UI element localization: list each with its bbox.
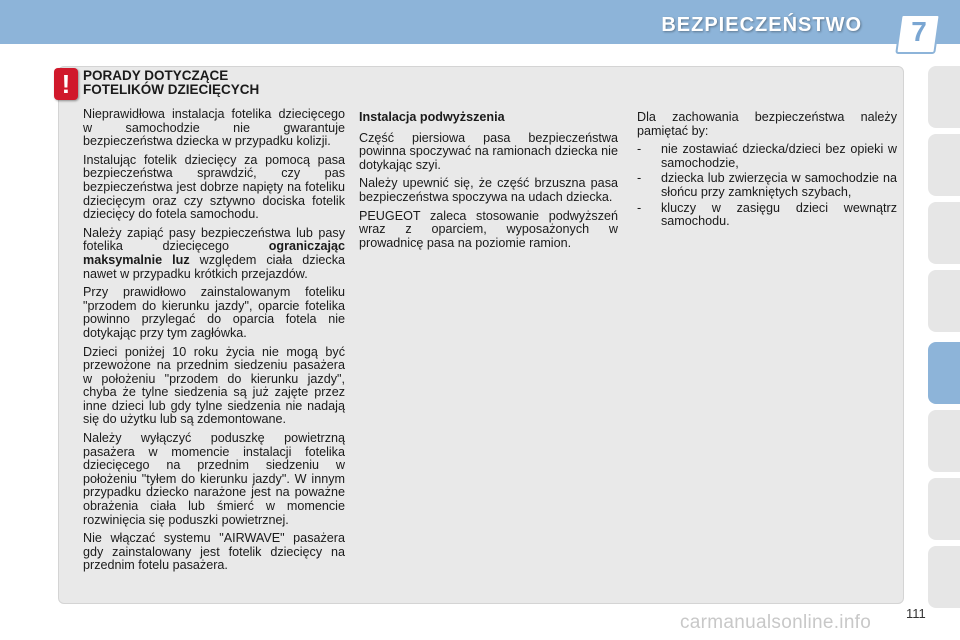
chapter-number: 7	[911, 16, 927, 47]
column-middle	[359, 111, 618, 255]
section-title	[83, 69, 363, 97]
paragraph: PEUGEOT zaleca stosowanie podwyższeń wraz z oparciem, wyposażonych w prowadnicę pasa na poziomie ramion.	[359, 208, 618, 250]
paragraph: Nieprawidłowa instalacja fotelika dziecięcego w samochodzie nie gwarantuje bezpieczeństwa dziecka w przypadku kolizji.	[83, 107, 345, 149]
bullet-dash: -	[637, 142, 642, 157]
chapter-title: BEZPIECZEŃSTWO	[661, 14, 862, 36]
emphasis-text: ograniczając maksymalnie luz	[83, 239, 345, 267]
side-tab-2[interactable]	[928, 134, 960, 196]
list-item	[637, 172, 897, 199]
list-item-text: kluczy w zasięgu dzieci wewnątrz samochodu.	[661, 200, 897, 229]
subheading: Instalacja podwyższenia	[359, 110, 505, 124]
side-tab-6[interactable]	[928, 410, 960, 472]
page-number: 111	[906, 606, 926, 621]
text-run: Należy zapiąć pasy bezpieczeństwa lub pasy fotelika dziecięcego	[83, 225, 345, 254]
paragraph: Przy prawidłowo zainstalowanym foteliku "przodem do kierunku jazdy", oparcie fotelika powinno przylegać do oparcia fotela nie dotykając przy tym zagłówka.	[83, 285, 345, 340]
column-right	[637, 111, 897, 231]
bullet-dash: -	[637, 200, 642, 215]
bullet-dash: -	[637, 171, 642, 186]
side-tab-3[interactable]	[928, 202, 960, 264]
section-title-line2: FOTELIKÓW DZIECIĘCYCH	[83, 82, 260, 97]
paragraph: Część piersiowa pasa bezpieczeństwa powinna spoczywać na ramionach dziecka nie dotykając szyi.	[359, 130, 618, 172]
warning-icon: !	[54, 68, 78, 100]
list-item	[637, 202, 897, 229]
text-run: względem ciała dziecka nawet w przypadku krótkich przejazdów.	[83, 252, 345, 281]
paragraph: Dla zachowania bezpieczeństwa należy pamiętać by:	[637, 110, 897, 138]
paragraph: Należy upewnić się, że część brzuszna pasa bezpieczeństwa spoczywa na udach dziecka.	[359, 176, 618, 204]
list-item-text: nie zostawiać dziecka/dzieci bez opieki w samochodzie,	[661, 142, 897, 170]
column-left	[83, 108, 345, 578]
paragraph	[83, 227, 345, 281]
side-tab-8[interactable]	[928, 546, 960, 608]
paragraph: Należy wyłączyć poduszkę powietrzną pasażera w momencie instalacji fotelika dziecięcego na przednim siedzeniu w położeniu "tyłem do kierunku jazdy". W innym przypadku dziecko narażone jest na poważne obrażenia ciała lub śmierć w momencie rozwinięcia się poduszki powietrznej.	[83, 431, 345, 527]
side-tab-active[interactable]	[928, 342, 960, 404]
side-tab-1[interactable]	[928, 66, 960, 128]
side-tab-4[interactable]	[928, 270, 960, 332]
list-item-text: dziecka lub zwierzęcia w samochodzie na słońcu przy zamkniętych szybach,	[661, 171, 897, 199]
paragraph: Instalując fotelik dziecięcy za pomocą pasa bezpieczeństwa sprawdzić, czy pas bezpieczeństwa jest dobrze napięty na foteliku dziecięcym oraz czy sztywno dociska fotelik dziecięcy do fotela samochodu.	[83, 152, 345, 222]
side-tab-7[interactable]	[928, 478, 960, 540]
section-title-line1: PORADY DOTYCZĄCE	[83, 68, 229, 83]
watermark: carmanualsonline.info	[680, 612, 872, 633]
paragraph: Dzieci poniżej 10 roku życia nie mogą być przewożone na przednim siedzeniu pasażera w położeniu "przodem do kierunku jazdy", chyba że tylne siedzenia są już zajęte przez inne dzieci lub gdy tylne siedzenia nie nadają się do użytku lub są zdemontowane.	[83, 344, 345, 427]
list-item	[637, 143, 897, 170]
paragraph: Nie włączać systemu "AIRWAVE" pasażera gdy zainstalowany jest fotelik dziecięcy na przednim fotelu pasażera.	[83, 531, 345, 573]
